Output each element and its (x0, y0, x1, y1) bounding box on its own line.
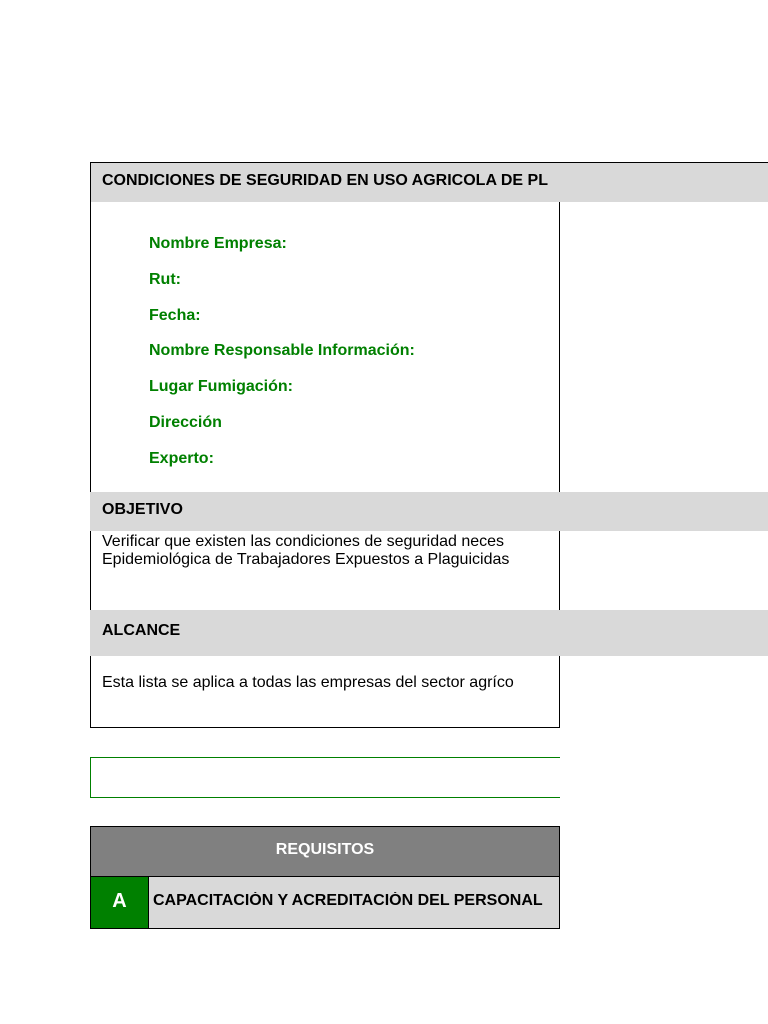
requisito-letter: A (112, 890, 127, 912)
field-direccion: Dirección (149, 414, 222, 431)
requisito-row (149, 877, 559, 928)
document-title-bar (90, 162, 768, 202)
alcance-heading: ALCANCE (102, 622, 181, 639)
field-fecha: Fecha: (149, 307, 201, 324)
requisitos-table (90, 826, 560, 929)
alcance-section-bar (90, 610, 768, 656)
field-rut: Rut: (149, 271, 181, 288)
objetivo-section-bar (90, 492, 768, 531)
field-experto: Experto: (149, 450, 214, 467)
frame-border-bottom (90, 727, 560, 728)
requisitos-header (91, 827, 559, 877)
empty-green-box (90, 757, 560, 798)
objetivo-text-line-2: Epidemiológica de Trabajadores Expuestos a Plaguicidas (102, 551, 510, 568)
objetivo-heading: OBJETIVO (102, 501, 183, 518)
document-title: CONDICIONES DE SEGURIDAD EN USO AGRICOLA DE PL (102, 172, 548, 189)
field-nombre-responsable: Nombre Responsable Información: (149, 342, 415, 359)
requisito-letter-cell (91, 877, 149, 928)
field-nombre-empresa: Nombre Empresa: (149, 235, 287, 252)
alcance-text: Esta lista se aplica a todas las empresas del sector agríco (102, 674, 514, 691)
requisitos-header-label: REQUISITOS (275, 841, 375, 858)
requisito-label: CAPACITACIÓN Y ACREDITACIÓN DEL PERSONAL (153, 892, 543, 909)
objetivo-text-line-1: Verificar que existen las condiciones de seguridad neces (102, 533, 505, 550)
field-lugar-fumigacion: Lugar Fumigación: (149, 378, 293, 395)
